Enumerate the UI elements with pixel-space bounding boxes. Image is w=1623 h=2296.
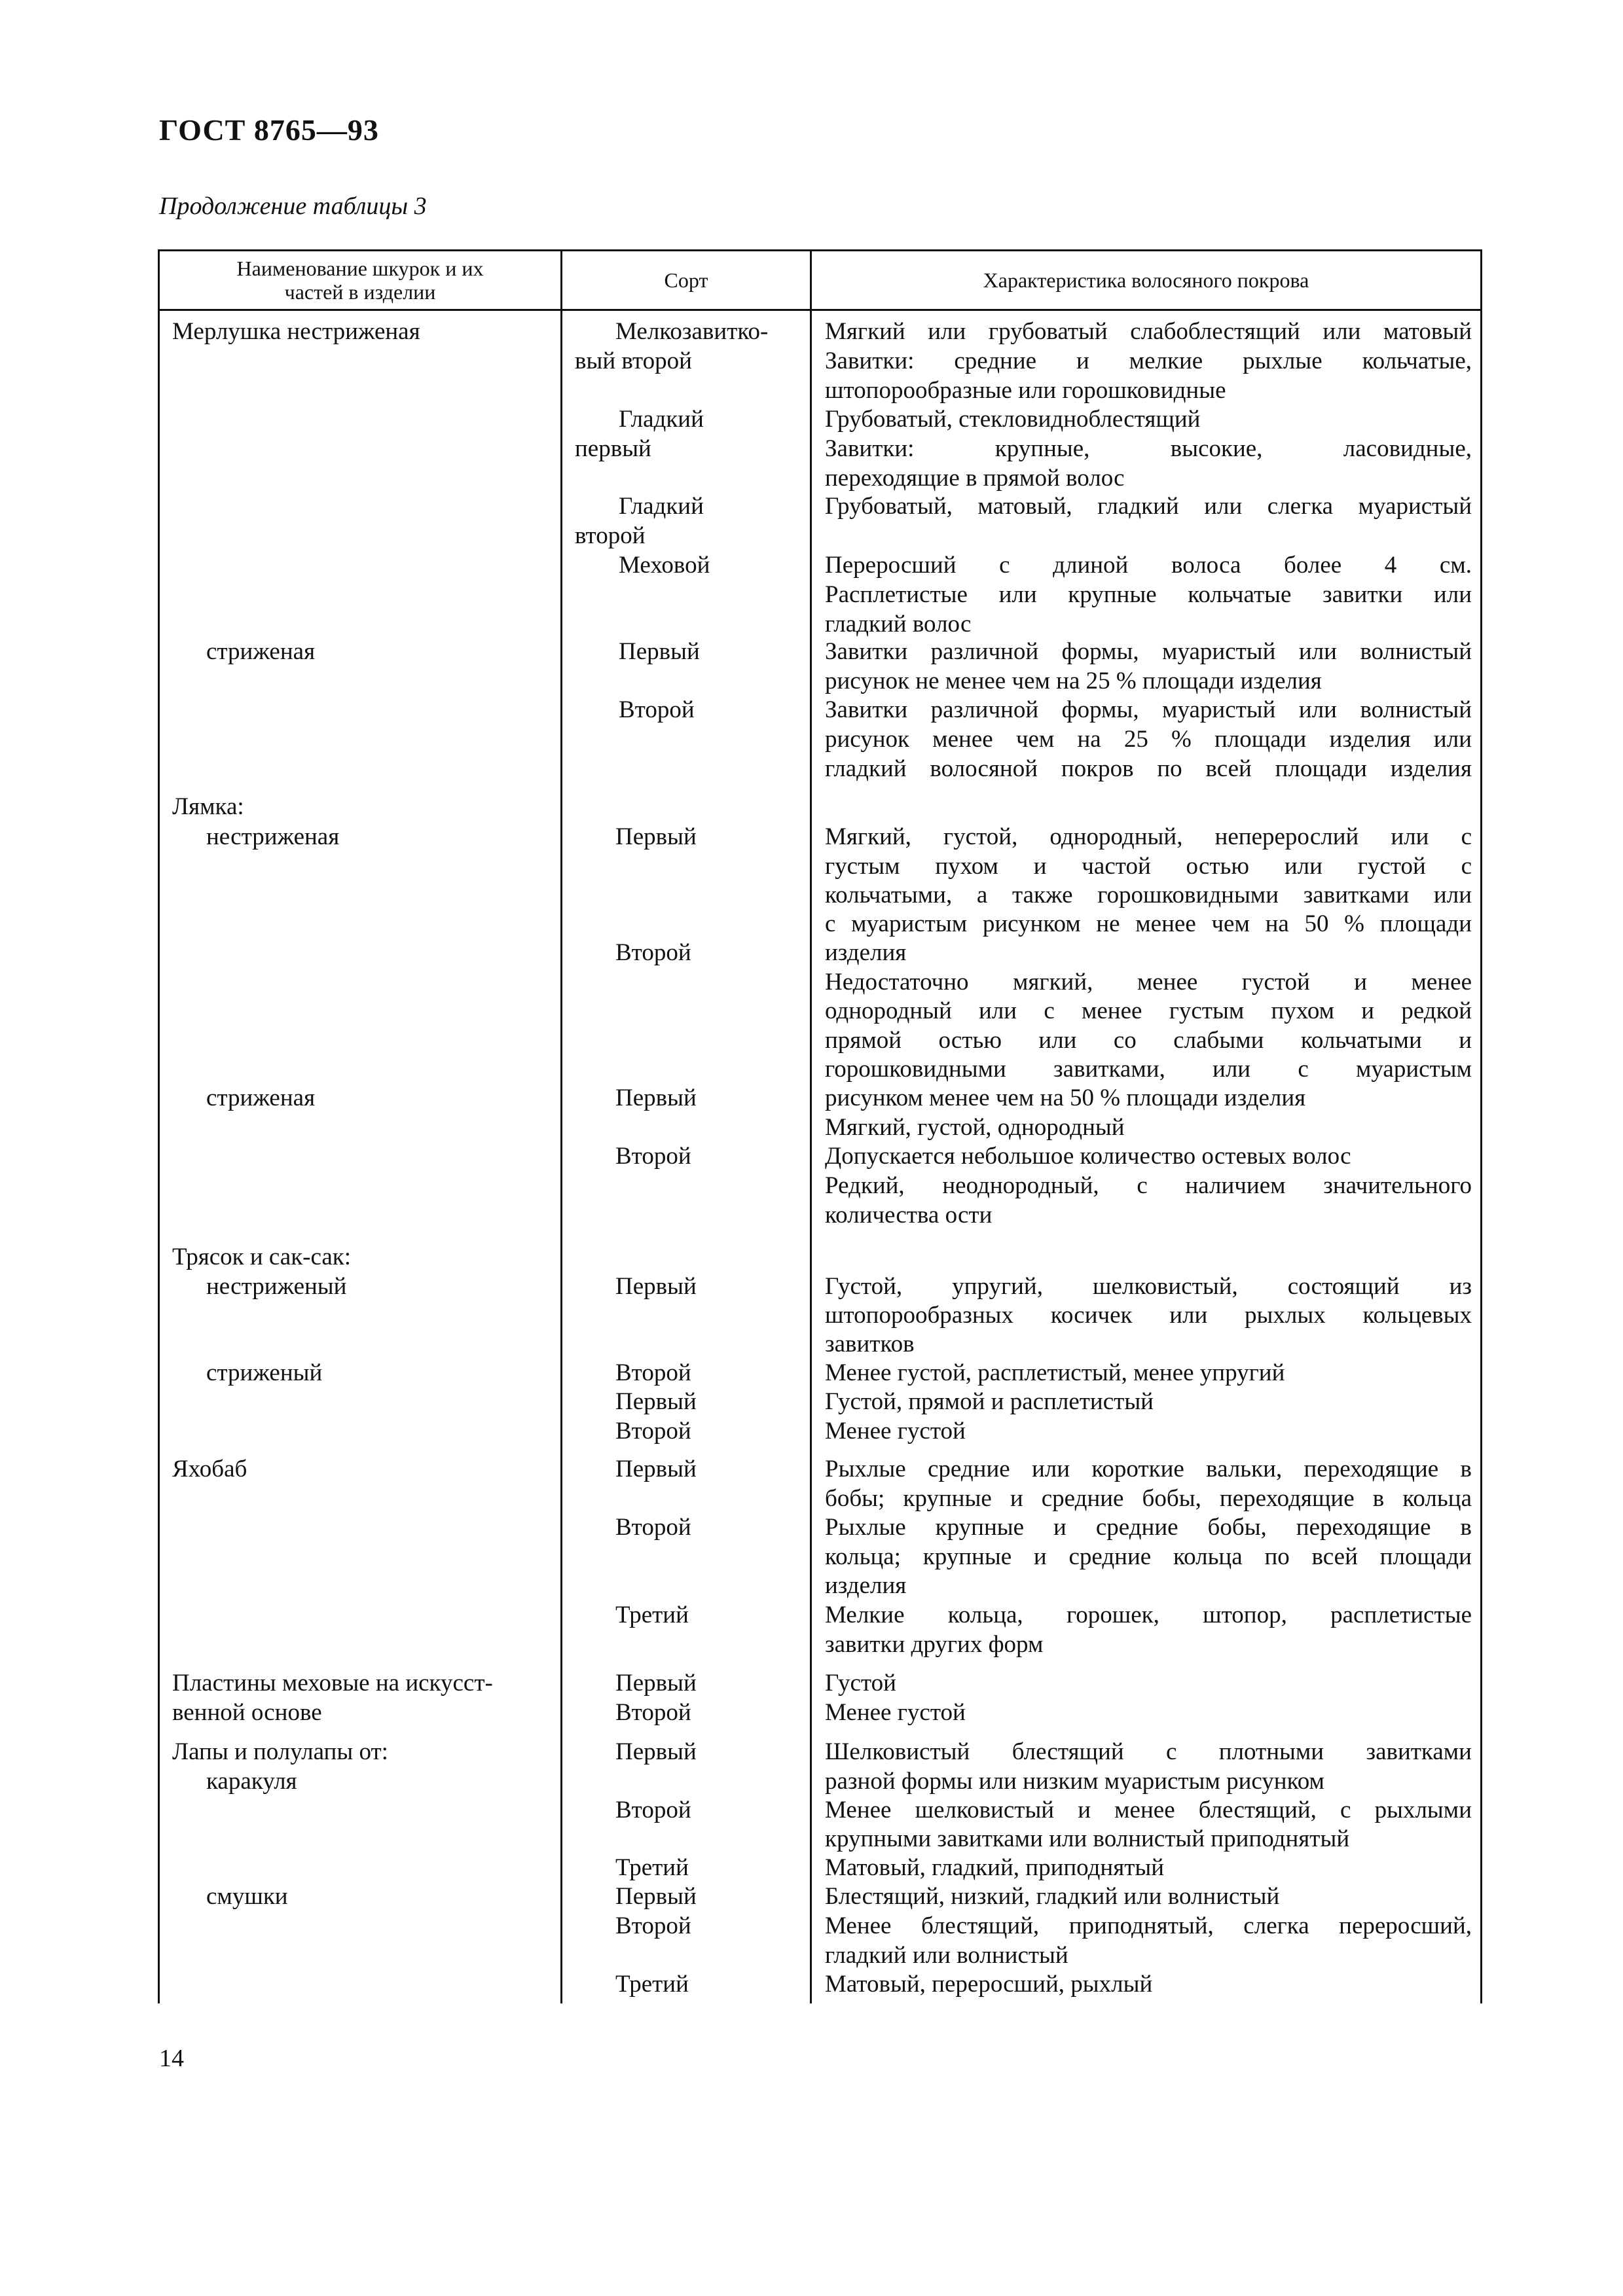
grade-cell: Второй [619, 696, 695, 723]
grade-cell: Первый [615, 1456, 697, 1482]
characteristic-line: Матовый, переросший, рыхлый [825, 1971, 1153, 1998]
characteristic-line: Мягкий или грубоватый слабоблестящий или матовый [825, 318, 1472, 345]
characteristic-line: Густой, прямой и расплетистый [825, 1388, 1154, 1415]
header-col-characteristic: Характеристика волосяного покрова [983, 268, 1309, 292]
characteristic-line: Переросший с длиной волоса более 4 см. [825, 552, 1472, 579]
grade-cell: Второй [615, 1143, 691, 1170]
characteristic-line: Завитки: крупные, высокие, ласовидные, [825, 435, 1472, 462]
characteristic-line: Грубоватый, матовый, гладкий или слегка муаристый [825, 493, 1472, 520]
table-col-divider-2 [810, 249, 812, 2003]
characteristic-line: Мелкие кольца, горошек, штопор, расплетистые [825, 1602, 1472, 1628]
characteristic-line: густым пухом и частой остью или густой с [825, 853, 1472, 880]
grade-cell: Третий [615, 1854, 689, 1881]
page-number: 14 [159, 2045, 184, 2072]
grade-cell: Третий [615, 1602, 689, 1628]
characteristic-line: гладкий волосяной покров по всей площади изделия [825, 755, 1472, 782]
characteristic-line: Густой, упругий, шелковистый, состоящий из [825, 1273, 1472, 1300]
characteristic-line: количества ости [825, 1202, 993, 1229]
item-name: венной основе [172, 1699, 322, 1726]
characteristic-line: Густой [825, 1670, 896, 1696]
table-col-divider-1 [560, 249, 562, 2003]
table-top-rule [158, 249, 1482, 251]
item-name: Лапы и полулапы от: [172, 1738, 388, 1765]
characteristic-line: Рыхлые крупные и средние бобы, переходящие в [825, 1514, 1472, 1541]
grade-cell: Гладкий [619, 406, 704, 433]
characteristic-line: завитков [825, 1331, 915, 1357]
characteristic-line: Менее блестящий, приподнятый, слегка переросший, [825, 1912, 1472, 1939]
characteristic-line: кольчатыми, а также горошковидными завитками или [825, 882, 1472, 908]
grade-cell: Первый [615, 1738, 697, 1765]
characteristic-line: прямой остью или со слабыми кольчатыми и [825, 1027, 1472, 1054]
item-name: каракуля [206, 1768, 297, 1795]
characteristic-line: бобы; крупные и средние бобы, переходящие в кольца [825, 1485, 1472, 1512]
characteristic-line: горошковидными завитками, или с муаристым [825, 1056, 1472, 1083]
grade-cell: Второй [615, 1797, 691, 1823]
characteristic-line: разной формы или низким муаристым рисунком [825, 1768, 1324, 1795]
characteristic-line: кольца; крупные и средние кольца по всей площади [825, 1543, 1472, 1570]
item-name: стриженая [206, 1085, 316, 1111]
grade-cell: Первый [615, 1883, 697, 1910]
characteristic-line: гладкий волос [825, 611, 972, 637]
table-continuation-caption: Продолжение таблицы 3 [159, 192, 427, 220]
characteristic-line: рисунок не менее чем на 25 % площади изделия [825, 668, 1322, 694]
header-col-name-line2: частей в изделии [284, 280, 436, 304]
item-name: Пластины меховые на искусст- [172, 1670, 493, 1696]
grade-cell: Третий [615, 1971, 689, 1998]
characteristic-line: рисунком менее чем на 50 % площади изделия [825, 1085, 1306, 1111]
grade-cell: Первый [615, 1388, 697, 1415]
header-col-grade: Сорт [664, 268, 708, 292]
grade-cell: Второй [615, 939, 691, 966]
characteristic-line: Менее шелковистый и менее блестящий, с рыхлыми [825, 1797, 1472, 1823]
characteristic-line: Завитки различной формы, муаристый или волнистый [825, 696, 1472, 723]
grade-cell: первый [575, 435, 651, 462]
characteristic-line: Недостаточно мягкий, менее густой и менее [825, 969, 1472, 996]
table-left-border [158, 249, 160, 2003]
characteristic-line: Матовый, гладкий, приподнятый [825, 1854, 1165, 1881]
grade-cell: Второй [615, 1514, 691, 1541]
characteristic-line: Менее густой [825, 1699, 966, 1726]
grade-cell: Первый [619, 638, 700, 665]
table-header-rule [158, 309, 1482, 311]
item-name: Лямка: [172, 793, 244, 820]
characteristic-line: гладкий или волнистый [825, 1942, 1068, 1969]
table-right-border [1480, 249, 1482, 2003]
item-name: смушки [206, 1883, 288, 1910]
item-name: стриженый [206, 1359, 323, 1386]
item-name: стриженая [206, 638, 316, 665]
characteristic-line: однородный или с менее густым пухом и редкой [825, 997, 1472, 1024]
characteristic-line: Блестящий, низкий, гладкий или волнистый [825, 1883, 1280, 1910]
characteristic-line: крупными завитками или волнистый приподнятый [825, 1825, 1350, 1852]
grade-cell: Гладкий [619, 493, 704, 520]
document-code: ГОСТ 8765—93 [159, 113, 379, 147]
grade-cell: Мелкозавитко- [615, 318, 769, 345]
grade-cell: Первый [615, 1670, 697, 1696]
characteristic-line: штопорообразных косичек или рыхлых кольцевых [825, 1302, 1472, 1329]
characteristic-line: изделия [825, 939, 907, 966]
characteristic-line: завитки других форм [825, 1631, 1044, 1658]
characteristic-line: Завитки различной формы, муаристый или волнистый [825, 638, 1472, 665]
header-col-name-line1: Наименование шкурок и их [236, 257, 484, 280]
characteristic-line: переходящие в прямой волос [825, 465, 1125, 492]
grade-cell: вый второй [575, 348, 692, 374]
item-name: нестриженая [206, 823, 340, 850]
grade-cell: Второй [615, 1418, 691, 1444]
grade-cell: Второй [615, 1359, 691, 1386]
characteristic-line: с муаристым рисунком не менее чем на 50 % площади [825, 910, 1472, 937]
characteristic-line: Завитки: средние и мелкие рыхлые кольчатые, [825, 348, 1472, 374]
item-name: Мерлушка нестриженая [172, 318, 420, 345]
characteristic-line: Редкий, неоднородный, с наличием значительного [825, 1172, 1472, 1199]
characteristic-line: рисунок менее чем на 25 % площади изделия или [825, 726, 1472, 753]
grade-cell: Второй [615, 1699, 691, 1726]
characteristic-line: Рыхлые средние или короткие вальки, переходящие в [825, 1456, 1472, 1482]
characteristic-line: изделия [825, 1572, 907, 1599]
characteristic-line: Мягкий, густой, однородный, неперерослий или с [825, 823, 1472, 850]
characteristic-line: Допускается небольшое количество остевых волос [825, 1143, 1351, 1170]
characteristic-line: Мягкий, густой, однородный [825, 1114, 1125, 1141]
characteristic-line: Менее густой, расплетистый, менее упругий [825, 1359, 1285, 1386]
grade-cell: второй [575, 522, 646, 549]
characteristic-line: Расплетистые или крупные кольчатые завитки или [825, 581, 1472, 608]
grade-cell: Первый [615, 823, 697, 850]
characteristic-line: Менее густой [825, 1418, 966, 1444]
grade-cell: Первый [615, 1085, 697, 1111]
characteristic-line: Шелковистый блестящий с плотными завитками [825, 1738, 1472, 1765]
item-name: нестриженый [206, 1273, 347, 1300]
header-col-name [160, 257, 560, 304]
characteristic-line: штопорообразные или горошковидные [825, 377, 1226, 404]
grade-cell: Второй [615, 1912, 691, 1939]
characteristic-line: Грубоватый, стекловидноблестящий [825, 406, 1201, 433]
grade-cell: Меховой [619, 552, 710, 579]
grade-cell: Первый [615, 1273, 697, 1300]
item-name: Яхобаб [172, 1456, 247, 1482]
item-name: Трясок и сак-сак: [172, 1244, 352, 1270]
